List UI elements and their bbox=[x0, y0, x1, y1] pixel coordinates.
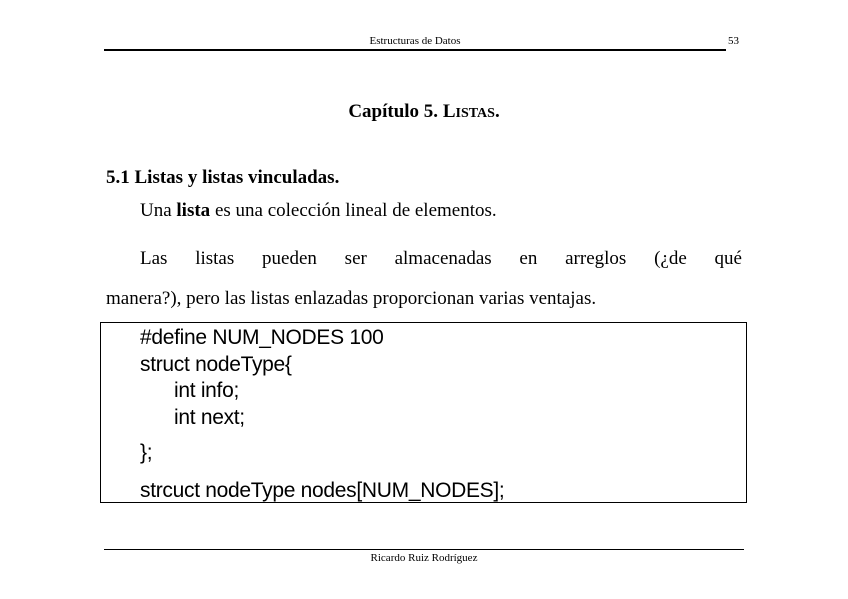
chapter-name-initial: L bbox=[442, 101, 456, 122]
footer-author: Ricardo Ruiz Rodríguez bbox=[370, 552, 478, 564]
paragraph-definition-after: es una colección lineal de elementos. bbox=[210, 200, 497, 221]
running-header-title: Estructuras de Datos bbox=[369, 35, 461, 47]
code-line-array-declaration: strcuct nodeType nodes[NUM_NODES]; bbox=[140, 479, 505, 502]
paragraph-storage-line-1: Las listas pueden ser almacenadas en arreglos (¿de qué bbox=[140, 248, 742, 269]
code-line-struct-open: struct nodeType{ bbox=[140, 353, 292, 376]
footer-rule bbox=[104, 549, 744, 550]
paragraph-definition bbox=[140, 200, 497, 222]
paragraph-definition-term: lista bbox=[176, 200, 211, 221]
code-box bbox=[100, 322, 747, 503]
code-line-field-info: int info; bbox=[174, 379, 240, 402]
page-number: 53 bbox=[728, 35, 739, 47]
chapter-title-suffix: . bbox=[494, 101, 500, 122]
paragraph-definition-before: Una bbox=[140, 200, 177, 221]
code-line-struct-close: }; bbox=[140, 441, 153, 464]
section-heading: 5.1 Listas y listas vinculadas. bbox=[106, 167, 340, 188]
code-line-field-next: int next; bbox=[174, 406, 245, 429]
chapter-title bbox=[104, 101, 744, 125]
paragraph-storage-line-2: manera?), pero las listas enlazadas proporcionan varias ventajas. bbox=[106, 288, 597, 309]
chapter-title-prefix: Capítulo 5. bbox=[348, 101, 443, 122]
header-rule bbox=[104, 49, 726, 51]
code-line-define: #define NUM_NODES 100 bbox=[140, 326, 384, 349]
chapter-name-rest: ISTAS bbox=[455, 106, 495, 121]
